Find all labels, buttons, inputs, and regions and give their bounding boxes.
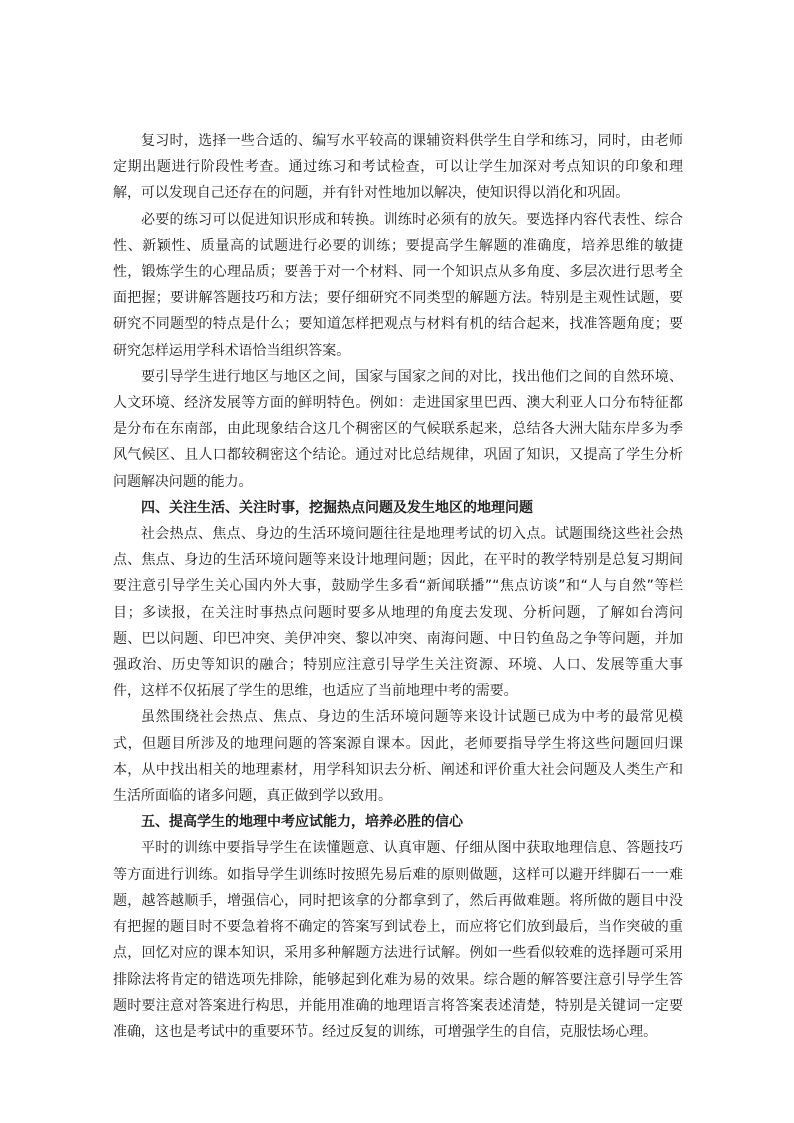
section-heading-4: 四、关注生活、关注时事，挖掘热点问题及发生地区的地理问题 xyxy=(141,499,533,516)
section-heading-5: 五、提高学生的地理中考应试能力，培养必胜的信心 xyxy=(141,814,463,831)
paragraph-social-hotspots: 社会热点、焦点、身边的生活环境问题往往是地理考试的切入点。试题围绕这些社会热点、焦点、身边的生活环境问题等来设计地理问题；因此，在平时的教学特别是总复习期间要注意引导学生关心国内外大事，鼓励学生多看“新闻联播”“焦点访谈”和“人与自然”等栏目；多读报，在关注时事热点问题时要多从地理的角度去发现、分析问题，了解如台湾问题、巴以问题、印巴冲突、美伊冲突、黎以冲突、南海问题、中日钓鱼岛之争等问题，并加强政治、历史等知识的融合；特别应注意引导学生关注资源、环境、人口、发展等重大事件，这样不仅拓展了学生的思维，也适应了当前地理中考的需要。 xyxy=(113,526,683,700)
paragraph-review-materials: 复习时，选择一些合适的、编写水平较高的课辅资料供学生自学和练习，同时，由老师定期出题进行阶段性考查。通过练习和考试检查，可以让学生加深对考点知识的印象和理解，可以发现自己还存在的问题，并有针对性地加以解决，使知识得以消化和巩固。 xyxy=(113,133,683,202)
paragraph-return-to-textbook: 虽然围绕社会热点、焦点、身边的生活环境问题等来设计试题已成为中考的最常见模式，但题目所涉及的地理问题的答案源自课本。因此，老师要指导学生将这些问题回归课本，从中找出相关的地理素材，用学科知识去分析、阐述和评价重大社会问题及人类生产和生活所面临的诸多问题，真正做到学以致用。 xyxy=(113,709,683,805)
paragraph-practice-training: 必要的练习可以促进知识形成和转换。训练时必须有的放矢。要选择内容代表性、综合性、新颖性、质量高的试题进行必要的训练；要提高学生解题的准确度，培养思维的敏捷性，锻炼学生的心理品质；要善于对一个材料、同一个知识点从多角度、多层次进行思考全面把握；要讲解答题技巧和方法；要仔细研究不同类型的解题方法。特别是主观性试题，要研究不同题型的特点是什么；要知道怎样把观点与材料有机的结合起来，找准答题角度；要研究怎样运用学科术语恰当组织答案。 xyxy=(113,211,683,359)
paragraph-regional-comparison: 要引导学生进行地区与地区之间，国家与国家之间的对比，找出他们之间的自然环境、人文环境、经济发展等方面的鲜明特色。例如：走进国家里巴西、澳大利亚人口分布特征都是分布在东南部，由此现象结合这几个稠密区的气候联系起来，总结各大洲大陆东岸多为季风气候区、且人口都较稠密这个结论。通过对比总结规律，巩固了知识，又提高了学生分析问题解决问题的能力。 xyxy=(113,368,683,490)
document-page xyxy=(113,128,683,1045)
paragraph-exam-skills: 平时的训练中要指导学生在读懂题意、认真审题、仔细从图中获取地理信息、答题技巧等方面进行训练。如指导学生训练时按照先易后难的原则做题，这样可以避开绊脚石一一难题，越答越顺手，增强信心，同时把该拿的分都拿到了，然后再做难题。将所做的题目中没有把握的题目时不要急着将不确定的答案写到试卷上，而应将它们放到最后，当作突破的重点，回忆对应的课本知识，采用多种解题方法进行试解。例如一些看似较难的选择题可采用排除法将肯定的错选项先排除，能够起到化难为易的效果。综合题的解答要注意引导学生答题时要注意对答案进行构思，并能用准确的地理语言将答案表述清楚，特别是关键词一定要准确，这也是考试中的重要环节。经过反复的训练，可增强学生的自信，克服怯场心理。 xyxy=(113,840,683,1040)
